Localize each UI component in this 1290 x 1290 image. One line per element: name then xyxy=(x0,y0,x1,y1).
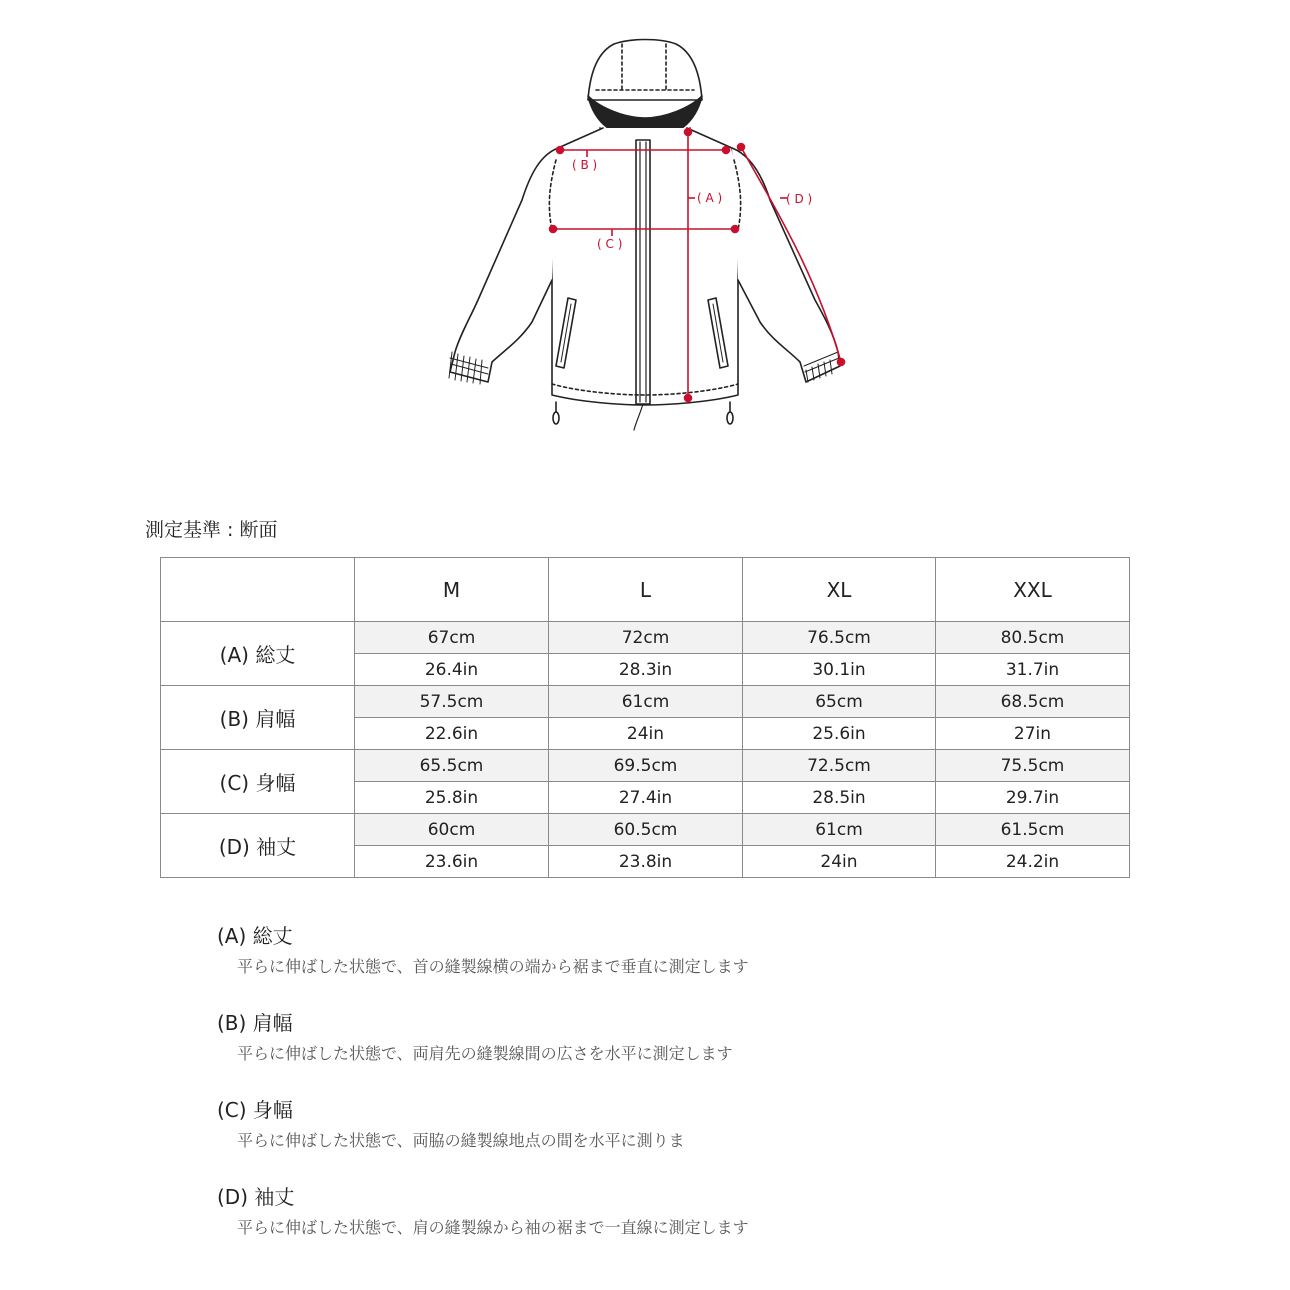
cell-cm: 76.5cm xyxy=(743,622,936,654)
cell-in: 25.8in xyxy=(355,782,549,814)
note-title: (D) 袖丈 xyxy=(217,1185,295,1209)
cell-cm: 72.5cm xyxy=(743,750,936,782)
cell-cm: 60.5cm xyxy=(549,814,743,846)
cell-cm: 68.5cm xyxy=(936,686,1130,718)
label-d: ( D ) xyxy=(786,192,813,206)
table-row xyxy=(161,750,1130,782)
cell-cm: 75.5cm xyxy=(936,750,1130,782)
size-header: XXL xyxy=(936,558,1130,622)
note-description: 平らに伸ばした状態で、両脇の縫製線地点の間を水平に測りま xyxy=(237,1131,685,1150)
cell-in: 24.2in xyxy=(936,846,1130,878)
note-description: 平らに伸ばした状態で、肩の縫製線から袖の裾まで一直線に測定します xyxy=(237,1218,749,1237)
table-row xyxy=(161,814,1130,846)
cell-cm: 61cm xyxy=(549,686,743,718)
cell-in: 26.4in xyxy=(355,654,549,686)
cell-in: 27.4in xyxy=(549,782,743,814)
size-header: XL xyxy=(743,558,936,622)
note-d xyxy=(217,1179,1117,1266)
cell-in: 25.6in xyxy=(743,718,936,750)
cell-cm: 60cm xyxy=(355,814,549,846)
cell-cm: 57.5cm xyxy=(355,686,549,718)
cell-cm: 61.5cm xyxy=(936,814,1130,846)
cell-in: 28.5in xyxy=(743,782,936,814)
size-header: L xyxy=(549,558,743,622)
note-b xyxy=(217,1005,1117,1092)
row-label: (A) 総丈 xyxy=(161,622,355,686)
cell-in: 22.6in xyxy=(355,718,549,750)
label-a: ( A ) xyxy=(697,191,723,205)
cell-in: 27in xyxy=(936,718,1130,750)
zipper xyxy=(636,140,650,404)
label-b: ( B ) xyxy=(572,158,598,172)
cell-cm: 65.5cm xyxy=(355,750,549,782)
cell-in: 29.7in xyxy=(936,782,1130,814)
cell-in: 24in xyxy=(743,846,936,878)
note-title: (B) 肩幅 xyxy=(217,1011,293,1035)
note-c xyxy=(217,1092,1117,1179)
hood-outline xyxy=(588,40,702,101)
note-description: 平らに伸ばした状態で、首の縫製線横の端から裾まで垂直に測定します xyxy=(237,957,749,976)
note-title: (C) 身幅 xyxy=(217,1098,293,1122)
cell-cm: 61cm xyxy=(743,814,936,846)
table-row xyxy=(161,686,1130,718)
cell-in: 23.8in xyxy=(549,846,743,878)
note-title: (A) 総丈 xyxy=(217,924,293,948)
size-table xyxy=(160,557,1130,878)
row-label: (B) 肩幅 xyxy=(161,686,355,750)
note-a xyxy=(217,918,1117,1005)
cell-cm: 72cm xyxy=(549,622,743,654)
cell-cm: 65cm xyxy=(743,686,936,718)
cell-in: 31.7in xyxy=(936,654,1130,686)
left-sleeve xyxy=(450,148,558,382)
cell-cm: 67cm xyxy=(355,622,549,654)
table-row xyxy=(161,622,1130,654)
cell-in: 24in xyxy=(549,718,743,750)
measurement-notes xyxy=(217,918,1117,1266)
table-corner xyxy=(161,558,355,622)
jacket-diagram xyxy=(430,30,860,450)
row-label: (D) 袖丈 xyxy=(161,814,355,878)
row-label: (C) 身幅 xyxy=(161,750,355,814)
note-description: 平らに伸ばした状態で、両肩先の縫製線間の広さを水平に測定します xyxy=(237,1044,733,1063)
cell-cm: 69.5cm xyxy=(549,750,743,782)
cell-cm: 80.5cm xyxy=(936,622,1130,654)
cell-in: 30.1in xyxy=(743,654,936,686)
cell-in: 23.6in xyxy=(355,846,549,878)
right-sleeve xyxy=(732,148,840,382)
cell-in: 28.3in xyxy=(549,654,743,686)
size-header: M xyxy=(355,558,549,622)
size-header-row xyxy=(161,558,1130,622)
label-c: ( C ) xyxy=(597,237,623,251)
measurement-basis: 測定基準 : 断面 xyxy=(145,519,278,541)
